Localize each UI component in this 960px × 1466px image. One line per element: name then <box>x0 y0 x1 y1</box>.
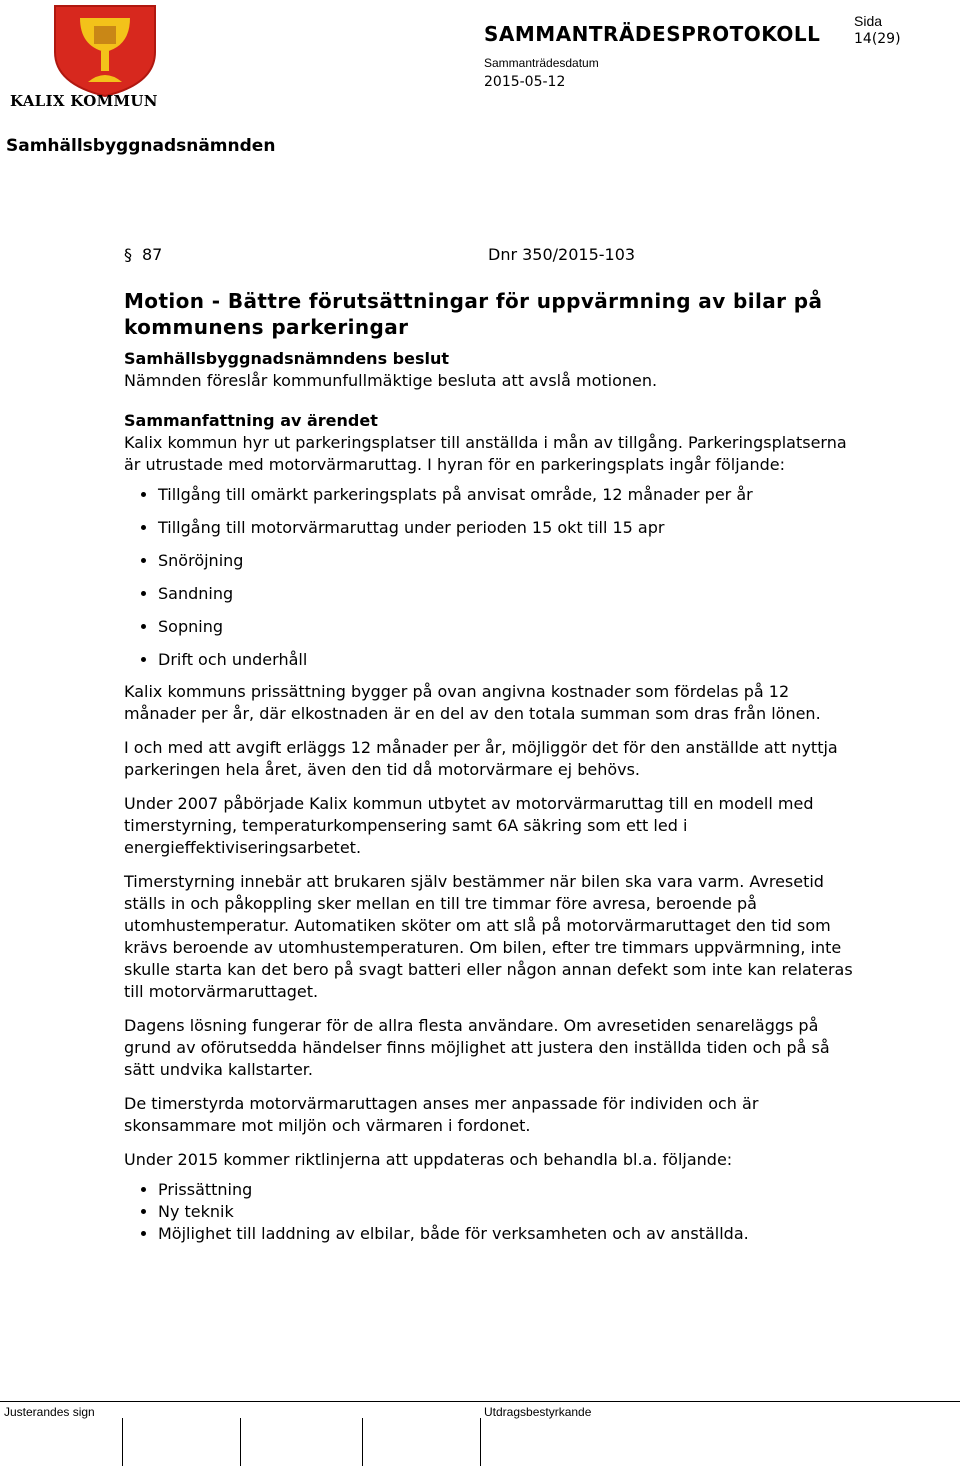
coat-of-arms-icon <box>50 2 160 97</box>
extract-certification-label: Utdragsbestyrkande <box>484 1405 592 1419</box>
guidelines-paragraph: Under 2015 kommer riktlinjerna att uppdateras och behandla bl.a. följande: <box>124 1150 733 1169</box>
diary-number: Dnr 350/2015-103 <box>488 245 636 264</box>
footer-divider <box>0 1401 960 1402</box>
list-item: • Möjlighet till laddning av elbilar, både för verksamheten och av anställda. <box>158 1223 864 1245</box>
matter-title: Motion - Bättre förutsättningar för uppvärmning av bilar på kommunens parkeringar <box>124 289 823 339</box>
page-label: Sida <box>854 13 883 29</box>
environment-paragraph: De timerstyrda motorvärmaruttagen anses mer anpassade för individen och är skonsammare mot miljön och värmaren i fordonet. <box>124 1094 759 1135</box>
decision-heading: Samhällsbyggnadsnämndens beslut <box>124 349 450 368</box>
paragraph-number: 87 <box>142 245 163 264</box>
decision-text: Nämnden föreslår kommunfullmäktige besluta att avslå motionen. <box>124 371 658 390</box>
list-item: • Tillgång till omärkt parkeringsplats på anvisat område, 12 månader per år <box>158 484 864 506</box>
meeting-date-label: Sammanträdesdatum <box>484 56 599 70</box>
current-solution-paragraph: Dagens lösning fungerar för de allra flesta användare. Om avresetiden senareläggs på grund av oförutsedda händelser finns möjlighet att justera den inställda tiden och på så sätt undvika kallstarter. <box>124 1016 830 1079</box>
list-item: • Tillgång till motorvärmaruttag under perioden 15 okt till 15 apr <box>158 517 864 539</box>
organization-name: Samhällsbyggnadsnämnden <box>6 136 276 156</box>
guidelines-list <box>124 1179 864 1245</box>
signature-box-divider <box>362 1418 363 1466</box>
document-body <box>124 288 864 1255</box>
pricing-paragraph: Kalix kommuns prissättning bygger på ovan angivna kostnader som fördelas på 12 månader per år, där elkostnaden är en del av den totala summan som dras från lönen. <box>124 682 821 723</box>
list-item: • Prissättning <box>158 1179 864 1201</box>
page-number: 14(29) <box>854 31 901 47</box>
reviewer-sign-label: Justerandes sign <box>4 1405 95 1419</box>
timer-paragraph: Timerstyrning innebär att brukaren själv bestämmer när bilen ska vara varm. Avresetid ställs in och påkoppling sker mellan en till tre timmar före avresa, beroende på utomhustemperatur. Automatiken sköter om att slå på motorvärmaruttaget den tid som krävs beroende av utomhustemperaturen. Om bilen, efter tre timmars uppvärmning, inte skulle starta kan det bero på svagt batteri eller någon annan defekt som inte kan relateras till motorvärmaruttaget. <box>124 872 853 1001</box>
fee-paragraph: I och med att avgift erläggs 12 månader per år, möjliggör det för den anställde att nyttja parkeringen hela året, även den tid då motorvärmare ej behövs. <box>124 738 838 779</box>
list-item: • Snöröjning <box>158 550 864 572</box>
signature-box-divider <box>122 1418 123 1466</box>
replacement-paragraph: Under 2007 påbörjade Kalix kommun utbytet av motorvärmaruttag till en modell med timerstyrning, temperaturkompensering samt 6A säkring som ett led i energieffektiviseringsarbetet. <box>124 794 814 857</box>
summary-intro: Kalix kommun hyr ut parkeringsplatser till anställda i mån av tillgång. Parkeringsplatserna är utrustade med motorvärmaruttag. I hyran för en parkeringsplats ingår följande: <box>124 433 847 474</box>
logo-text: KALIX KOMMUN <box>10 92 158 110</box>
list-item: • Ny teknik <box>158 1201 864 1223</box>
list-item: • Sopning <box>158 616 864 638</box>
meeting-date: 2015-05-12 <box>484 74 566 90</box>
paragraph-symbol: § <box>124 245 132 264</box>
document-title: SAMMANTRÄDESPROTOKOLL <box>484 22 821 46</box>
signature-box-divider <box>240 1418 241 1466</box>
included-items-list <box>124 484 864 671</box>
summary-heading: Sammanfattning av ärendet <box>124 411 378 430</box>
list-item: • Sandning <box>158 583 864 605</box>
list-item: • Drift och underhåll <box>158 649 864 671</box>
signature-box-divider <box>480 1418 481 1466</box>
